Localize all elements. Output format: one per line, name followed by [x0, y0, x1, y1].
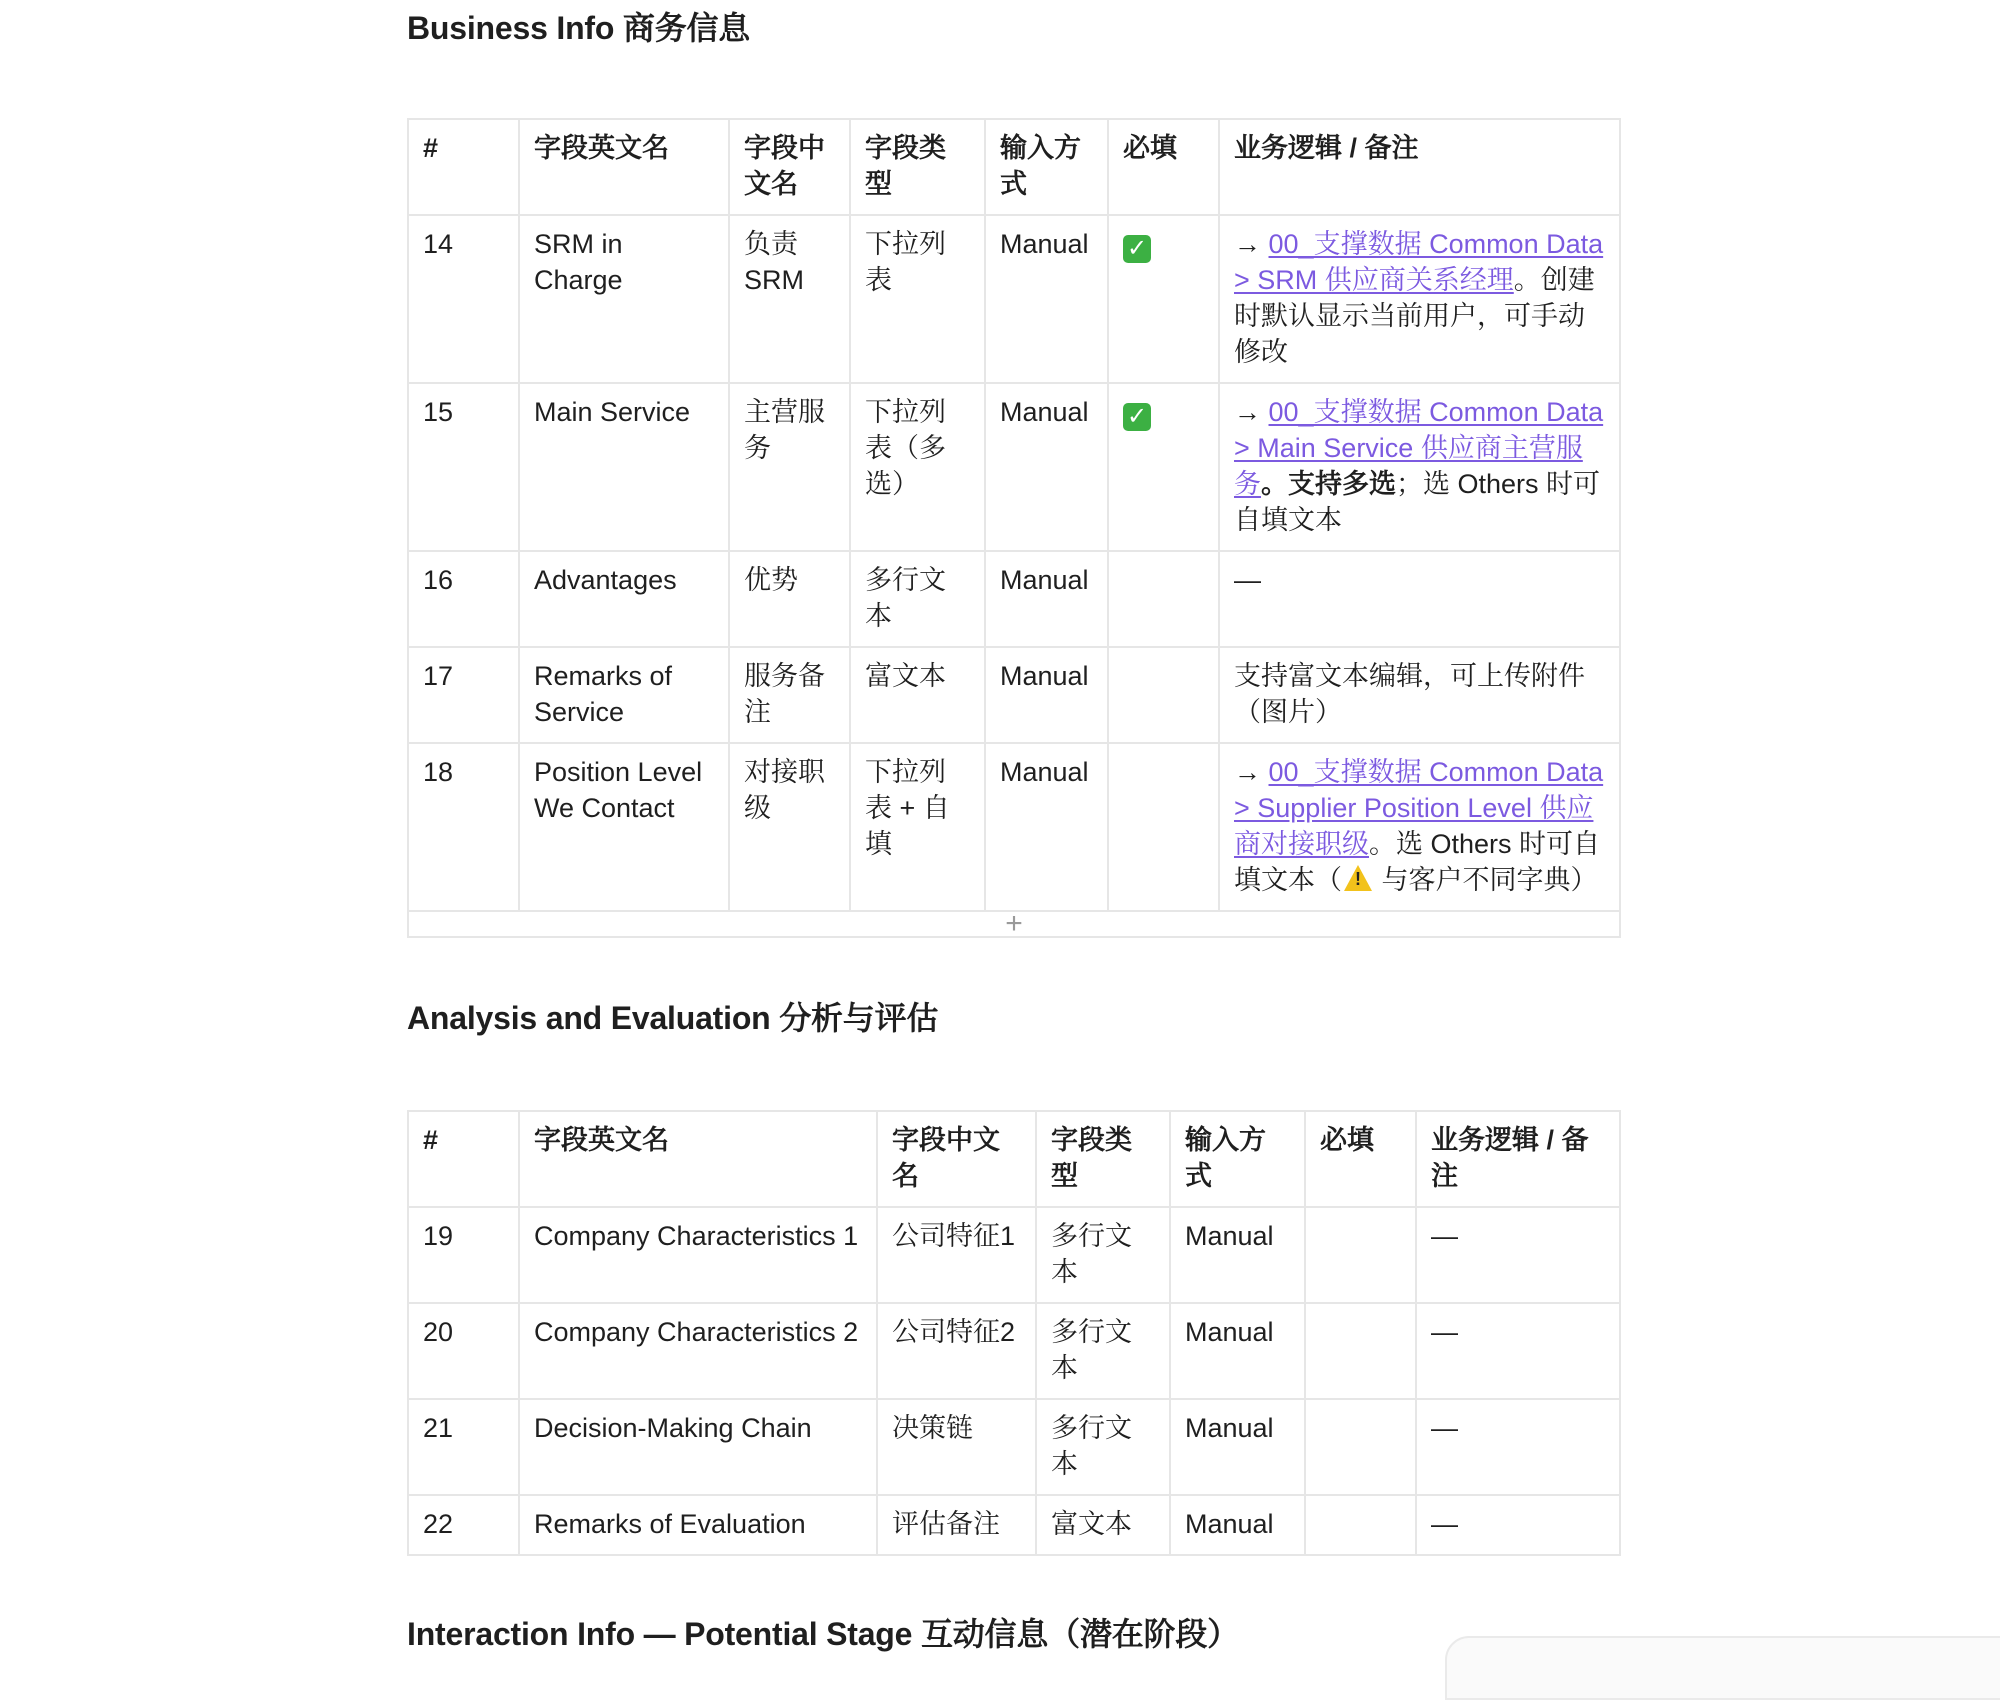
field-en: Decision-Making Chain — [519, 1399, 877, 1495]
field-type: 多行文本 — [1036, 1207, 1170, 1303]
section-title-business: Business Info 商务信息 — [407, 10, 751, 46]
table-row — [408, 1399, 1620, 1495]
field-type: 下拉列表（多选） — [850, 383, 985, 551]
note-cell — [1219, 743, 1620, 911]
field-cn: 决策链 — [877, 1399, 1036, 1495]
table-row — [408, 1495, 1620, 1555]
input-method: Manual — [985, 647, 1108, 743]
note-cell: 支持富文本编辑，可上传附件（图片） — [1219, 647, 1620, 743]
floating-panel-edge[interactable] — [1445, 1636, 2000, 1700]
row-number: 14 — [408, 215, 519, 383]
header-cell: 字段英文名 — [519, 1111, 877, 1207]
row-number: 18 — [408, 743, 519, 911]
note-cell — [1219, 215, 1620, 383]
note-cell: — — [1416, 1495, 1620, 1555]
field-type: 下拉列表 — [850, 215, 985, 383]
input-method: Manual — [985, 383, 1108, 551]
required-cell — [1305, 1399, 1416, 1495]
row-number: 19 — [408, 1207, 519, 1303]
field-en: Remarks of Evaluation — [519, 1495, 877, 1555]
header-cell: # — [408, 1111, 519, 1207]
header-cell: 业务逻辑 / 备注 — [1219, 119, 1620, 215]
field-cn: 公司特征1 — [877, 1207, 1036, 1303]
field-type: 富文本 — [850, 647, 985, 743]
add-row[interactable] — [408, 911, 1620, 937]
note-cell: — — [1416, 1303, 1620, 1399]
note-cell — [1219, 383, 1620, 551]
input-method: Manual — [985, 215, 1108, 383]
note-text-2: 与客户不同字典） — [1374, 865, 1598, 895]
row-number: 17 — [408, 647, 519, 743]
common-data-link[interactable]: 00_支撑数据 Common Data > Main Service 供应商主营服务 — [1234, 397, 1604, 499]
header-cell: 必填 — [1305, 1111, 1416, 1207]
check-box-icon: ✓ — [1123, 235, 1151, 263]
table-row — [408, 1207, 1620, 1303]
warning-icon — [1344, 865, 1372, 891]
input-method: Manual — [1170, 1495, 1305, 1555]
section-title-analysis: Analysis and Evaluation 分析与评估 — [407, 1000, 939, 1036]
check-box-icon: ✓ — [1123, 403, 1151, 431]
arrow-text: → — [1234, 757, 1269, 787]
add-row-button[interactable]: + — [408, 911, 1620, 937]
field-type: 下拉列表 + 自填 — [850, 743, 985, 911]
row-number: 15 — [408, 383, 519, 551]
row-number: 22 — [408, 1495, 519, 1555]
note-text: 。选 Others 时可自填文本（ — [1234, 829, 1601, 895]
required-cell — [1108, 647, 1219, 743]
header-cell: 输入方式 — [985, 119, 1108, 215]
field-cn: 主营服务 — [729, 383, 850, 551]
table-row — [408, 383, 1620, 551]
field-en: Advantages — [519, 551, 729, 647]
note-cell: — — [1416, 1399, 1620, 1495]
required-cell — [1108, 551, 1219, 647]
field-en: Remarks of Service — [519, 647, 729, 743]
note-cell: — — [1219, 551, 1620, 647]
table-row — [408, 215, 1620, 383]
field-en: Company Characteristics 1 — [519, 1207, 877, 1303]
input-method: Manual — [985, 743, 1108, 911]
field-en: Company Characteristics 2 — [519, 1303, 877, 1399]
analysis-evaluation-table — [407, 1110, 1621, 1556]
section-title-interaction: Interaction Info — Potential Stage 互动信息（潜在阶段） — [407, 1616, 1239, 1652]
field-type: 富文本 — [1036, 1495, 1170, 1555]
row-number: 20 — [408, 1303, 519, 1399]
required-cell — [1305, 1303, 1416, 1399]
note-text: 。创建时默认显示当前用户，可手动修改 — [1234, 265, 1595, 367]
field-en: Main Service — [519, 383, 729, 551]
required-cell — [1305, 1495, 1416, 1555]
table-row — [408, 1303, 1620, 1399]
table-header-row — [408, 119, 1620, 215]
table-row — [408, 647, 1620, 743]
field-cn: 对接职级 — [729, 743, 850, 911]
field-en: SRM in Charge — [519, 215, 729, 383]
note-bold-text: 。支持多选 — [1261, 469, 1396, 499]
header-cell: 业务逻辑 / 备注 — [1416, 1111, 1620, 1207]
table-row — [408, 551, 1620, 647]
required-cell — [1108, 383, 1219, 551]
header-cell: 必填 — [1108, 119, 1219, 215]
field-cn: 公司特征2 — [877, 1303, 1036, 1399]
field-cn: 负责SRM — [729, 215, 850, 383]
field-type: 多行文本 — [850, 551, 985, 647]
input-method: Manual — [1170, 1399, 1305, 1495]
input-method: Manual — [985, 551, 1108, 647]
header-cell: 字段中文名 — [729, 119, 850, 215]
field-type: 多行文本 — [1036, 1303, 1170, 1399]
header-cell: # — [408, 119, 519, 215]
table-row — [408, 743, 1620, 911]
business-info-table — [407, 118, 1621, 938]
header-cell: 字段中文名 — [877, 1111, 1036, 1207]
header-cell: 字段英文名 — [519, 119, 729, 215]
required-cell — [1108, 215, 1219, 383]
required-cell — [1305, 1207, 1416, 1303]
header-cell: 字段类型 — [850, 119, 985, 215]
input-method: Manual — [1170, 1207, 1305, 1303]
header-cell: 字段类型 — [1036, 1111, 1170, 1207]
field-cn: 优势 — [729, 551, 850, 647]
field-type: 多行文本 — [1036, 1399, 1170, 1495]
field-cn: 服务备注 — [729, 647, 850, 743]
header-cell: 输入方式 — [1170, 1111, 1305, 1207]
note-text: ；选 Others 时可自填文本 — [1234, 469, 1601, 535]
note-cell: — — [1416, 1207, 1620, 1303]
field-cn: 评估备注 — [877, 1495, 1036, 1555]
row-number: 21 — [408, 1399, 519, 1495]
row-number: 16 — [408, 551, 519, 647]
arrow-text: → — [1234, 229, 1269, 259]
required-cell — [1108, 743, 1219, 911]
arrow-text: → — [1234, 397, 1269, 427]
common-data-link[interactable]: 00_支撑数据 Common Data > Supplier Position Level 供应商对接职级 — [1234, 757, 1604, 859]
table-header-row — [408, 1111, 1620, 1207]
field-en: Position Level We Contact — [519, 743, 729, 911]
input-method: Manual — [1170, 1303, 1305, 1399]
common-data-link[interactable]: 00_支撑数据 Common Data > SRM 供应商关系经理 — [1234, 229, 1604, 295]
